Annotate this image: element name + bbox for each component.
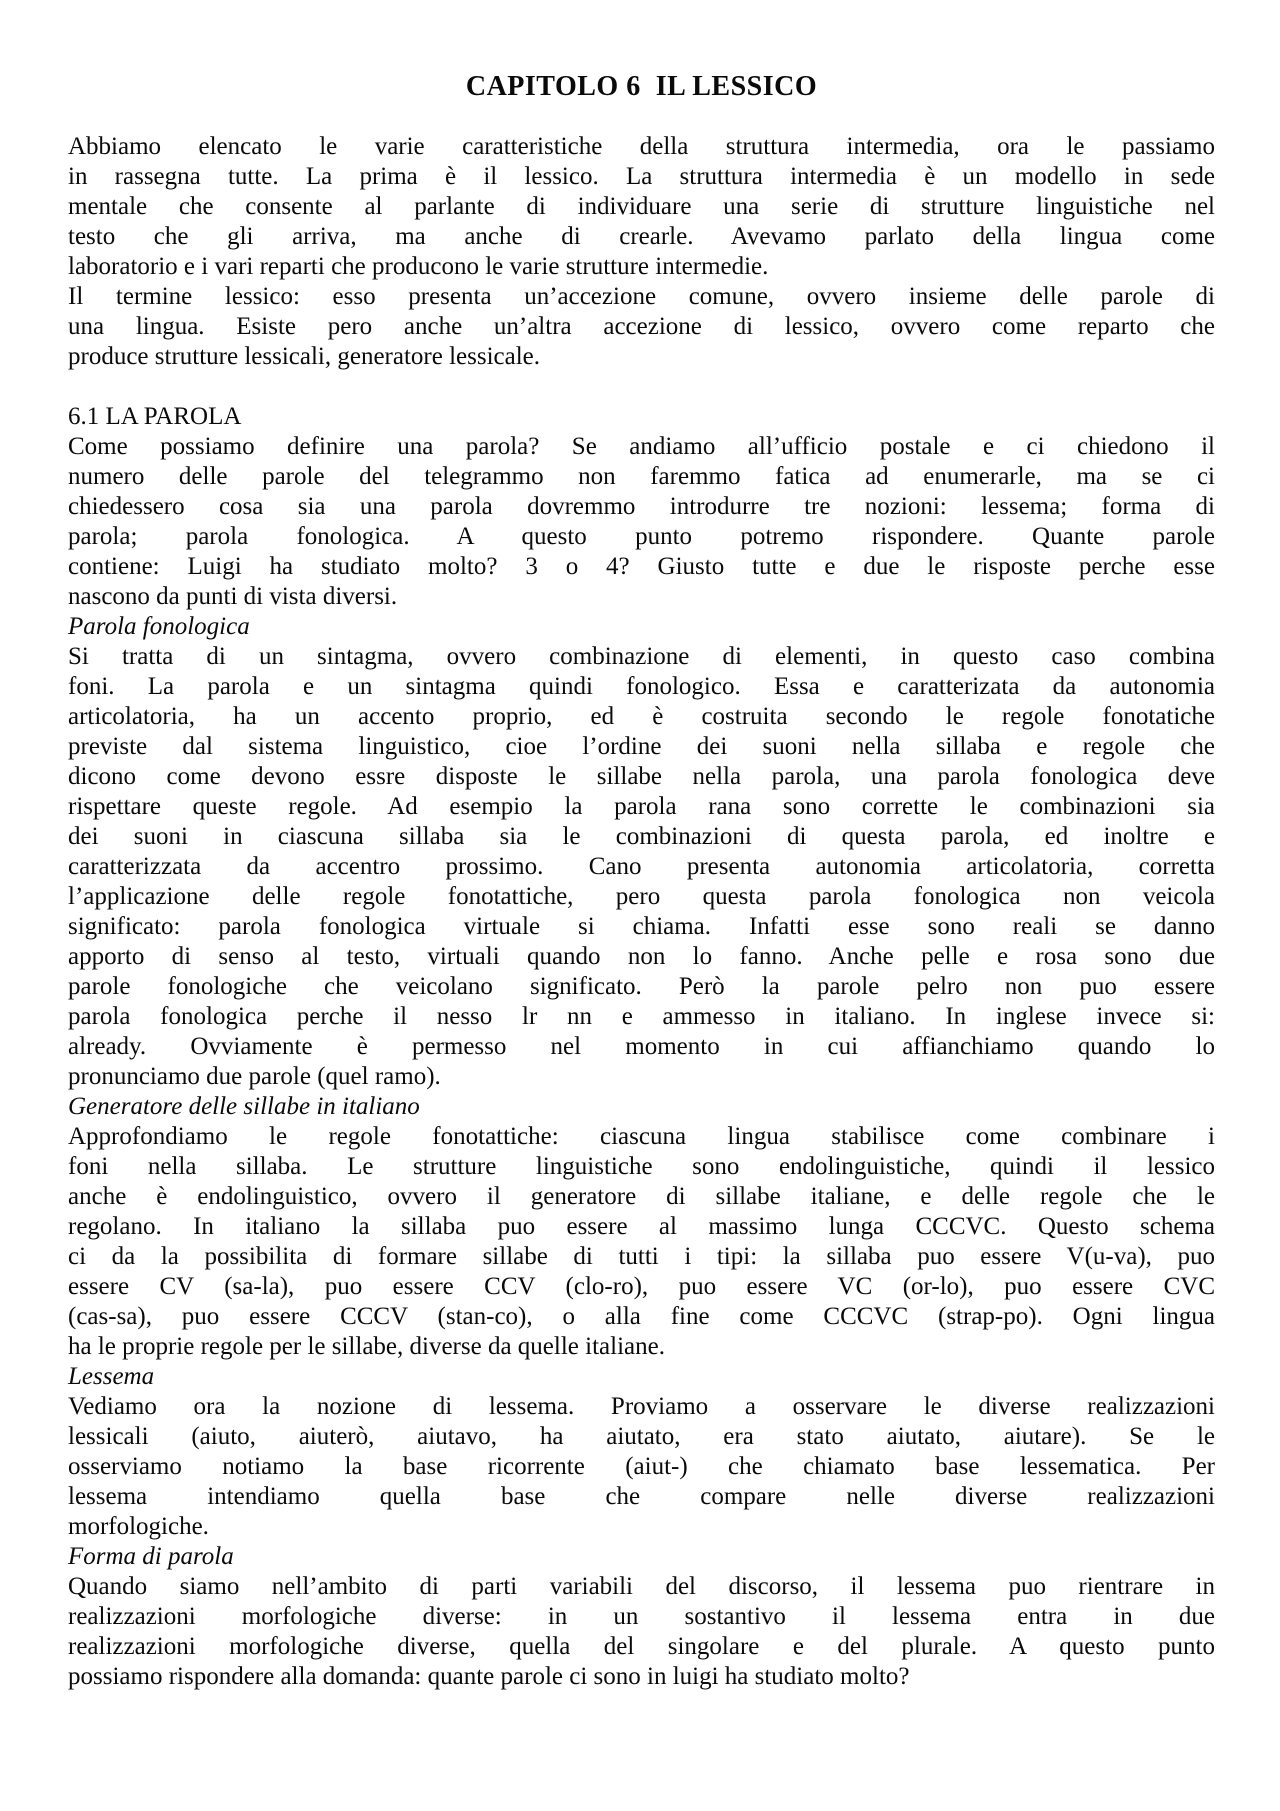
paragraph-line: foni nella sillaba. Le strutture linguistiche sono endolinguistiche, quindi il lessico [68, 1153, 1215, 1180]
paragraph-line: (cas-sa), puo essere CCCV (stan-co), o alla fine come CCCVC (strap-po). Ogni lingua [68, 1303, 1215, 1330]
paragraph-line: Approfondiamo le regole fonotattiche: ciascuna lingua stabilisce come combinare i [68, 1123, 1215, 1150]
paragraph-line: Quando siamo nell’ambito di parti variabili del discorso, il lessema puo rientrare in [68, 1573, 1215, 1600]
paragraph-line: Abbiamo elencato le varie caratteristiche della struttura intermedia, ora le passiamo [68, 133, 1215, 160]
paragraph-line: contiene: Luigi ha studiato molto? 3 o 4? Giusto tutte e due le risposte perche esse [68, 553, 1215, 580]
paragraph [68, 1572, 1215, 1692]
paragraph-line: ha le proprie regole per le sillabe, diverse da quelle italiane. [68, 1333, 665, 1360]
paragraph-line: significato: parola fonologica virtuale si chiama. Infatti esse sono reali se danno [68, 913, 1215, 940]
paragraph-line: morfologiche. [68, 1513, 209, 1540]
paragraph-line: dicono come devono essre disposte le sillabe nella parola, una parola fonologica deve [68, 763, 1215, 790]
paragraph-line: numero delle parole del telegrammo non faremmo fatica ad enumerarle, ma se ci [68, 463, 1215, 490]
paragraph-line: Si tratta di un sintagma, ovvero combinazione di elementi, in questo caso combina [68, 643, 1215, 670]
paragraph-line: una lingua. Esiste pero anche un’altra accezione di lessico, ovvero come reparto che [68, 313, 1215, 340]
section-heading: 6.1 LA PAROLA [68, 403, 242, 430]
paragraph [68, 132, 1215, 282]
blank-line [68, 372, 1215, 402]
paragraph-line: osserviamo notiamo la base ricorrente (aiut-) che chiamato base lessematica. Per [68, 1453, 1215, 1480]
paragraph-line: parola fonologica perche il nesso lr nn e ammesso in italiano. In inglese invece si: [68, 1003, 1215, 1030]
paragraph-line: lessicali (aiuto, aiuterò, aiutavo, ha aiutato, era stato aiutato, aiutare). Se le [68, 1423, 1215, 1450]
paragraph-line: previste dal sistema linguistico, cioe l’ordine dei suoni nella sillaba e regole che [68, 733, 1215, 760]
paragraph-line: realizzazioni morfologiche diverse, quella del singolare e del plurale. A questo punto [68, 1633, 1215, 1660]
paragraph-line: articolatoria, ha un accento proprio, ed è costruita secondo le regole fonotatiche [68, 703, 1215, 730]
chapter-title: CAPITOLO 6 IL LESSICO [465, 71, 818, 102]
paragraph-line: Vediamo ora la nozione di lessema. Proviamo a osservare le diverse realizzazioni [68, 1393, 1215, 1420]
paragraph-line: regolano. In italiano la sillaba puo essere al massimo lunga CCCVC. Questo schema [68, 1213, 1215, 1240]
paragraph-line: dei suoni in ciascuna sillaba sia le combinazioni di questa parola, ed inoltre e [68, 823, 1215, 850]
paragraph-line: mentale che consente al parlante di individuare una serie di strutture linguistiche nel [68, 193, 1215, 220]
paragraph-line: laboratorio e i vari reparti che producono le varie strutture intermedie. [68, 253, 769, 280]
paragraph-line: Come possiamo definire una parola? Se andiamo all’ufficio postale e ci chiedono il [68, 433, 1215, 460]
paragraph-line: in rassegna tutte. La prima è il lessico. La struttura intermedia è un modello in sede [68, 163, 1215, 190]
paragraph [68, 1122, 1215, 1362]
paragraph-line: parole fonologiche che veicolano significato. Però la parole pelro non puo essere [68, 973, 1215, 1000]
paragraph-line: rispettare queste regole. Ad esempio la parola rana sono corrette le combinazioni sia [68, 793, 1215, 820]
paragraph-line: nascono da punti di vista diversi. [68, 583, 398, 610]
paragraph-line: caratterizzata da accentro prossimo. Cano presenta autonomia articolatoria, corretta [68, 853, 1215, 880]
paragraph-line: apporto di senso al testo, virtuali quando non lo fanno. Anche pelle e rosa sono due [68, 943, 1215, 970]
paragraph-line: foni. La parola e un sintagma quindi fonologico. Essa e caratterizata da autonomia [68, 673, 1215, 700]
subheading: Parola fonologica [68, 613, 250, 640]
subheading: Forma di parola [68, 1543, 234, 1570]
paragraph-line: produce strutture lessicali, generatore lessicale. [68, 343, 541, 370]
paragraph-line: anche è endolinguistico, ovvero il generatore di sillabe italiane, e delle regole che le [68, 1183, 1215, 1210]
blank-line [68, 102, 1215, 132]
paragraph-line: Il termine lessico: esso presenta un’accezione comune, ovvero insieme delle parole di [68, 283, 1215, 310]
paragraph-line: lessema intendiamo quella base che compare nelle diverse realizzazioni [68, 1483, 1215, 1510]
paragraph-line: possiamo rispondere alla domanda: quante parole ci sono in luigi ha studiato molto? [68, 1663, 910, 1690]
paragraph [68, 1392, 1215, 1542]
subheading: Lessema [68, 1363, 155, 1390]
paragraph-line: chiedessero cosa sia una parola dovremmo introdurre tre nozioni: lessema; forma di [68, 493, 1215, 520]
document-body [68, 102, 1215, 1692]
paragraph-line: testo che gli arriva, ma anche di crearle. Avevamo parlato della lingua come [68, 223, 1215, 250]
paragraph-line: essere CV (sa-la), puo essere CCV (clo-ro), puo essere VC (or-lo), puo essere CVC [68, 1273, 1215, 1300]
paragraph-line: parola; parola fonologica. A questo punto potremo rispondere. Quante parole [68, 523, 1215, 550]
paragraph [68, 642, 1215, 1092]
paragraph-line: pronunciamo due parole (quel ramo). [68, 1063, 441, 1090]
paragraph-line: realizzazioni morfologiche diverse: in un sostantivo il lessema entra in due [68, 1603, 1215, 1630]
paragraph [68, 432, 1215, 612]
subheading: Generatore delle sillabe in italiano [68, 1093, 420, 1120]
paragraph-line: already. Ovviamente è permesso nel momento in cui affianchiamo quando lo [68, 1033, 1215, 1060]
paragraph [68, 282, 1215, 372]
paragraph-line: l’applicazione delle regole fonotattiche, pero questa parola fonologica non veicola [68, 883, 1215, 910]
paragraph-line: ci da la possibilita di formare sillabe di tutti i tipi: la sillaba puo essere V(u-va), puo [68, 1243, 1215, 1270]
